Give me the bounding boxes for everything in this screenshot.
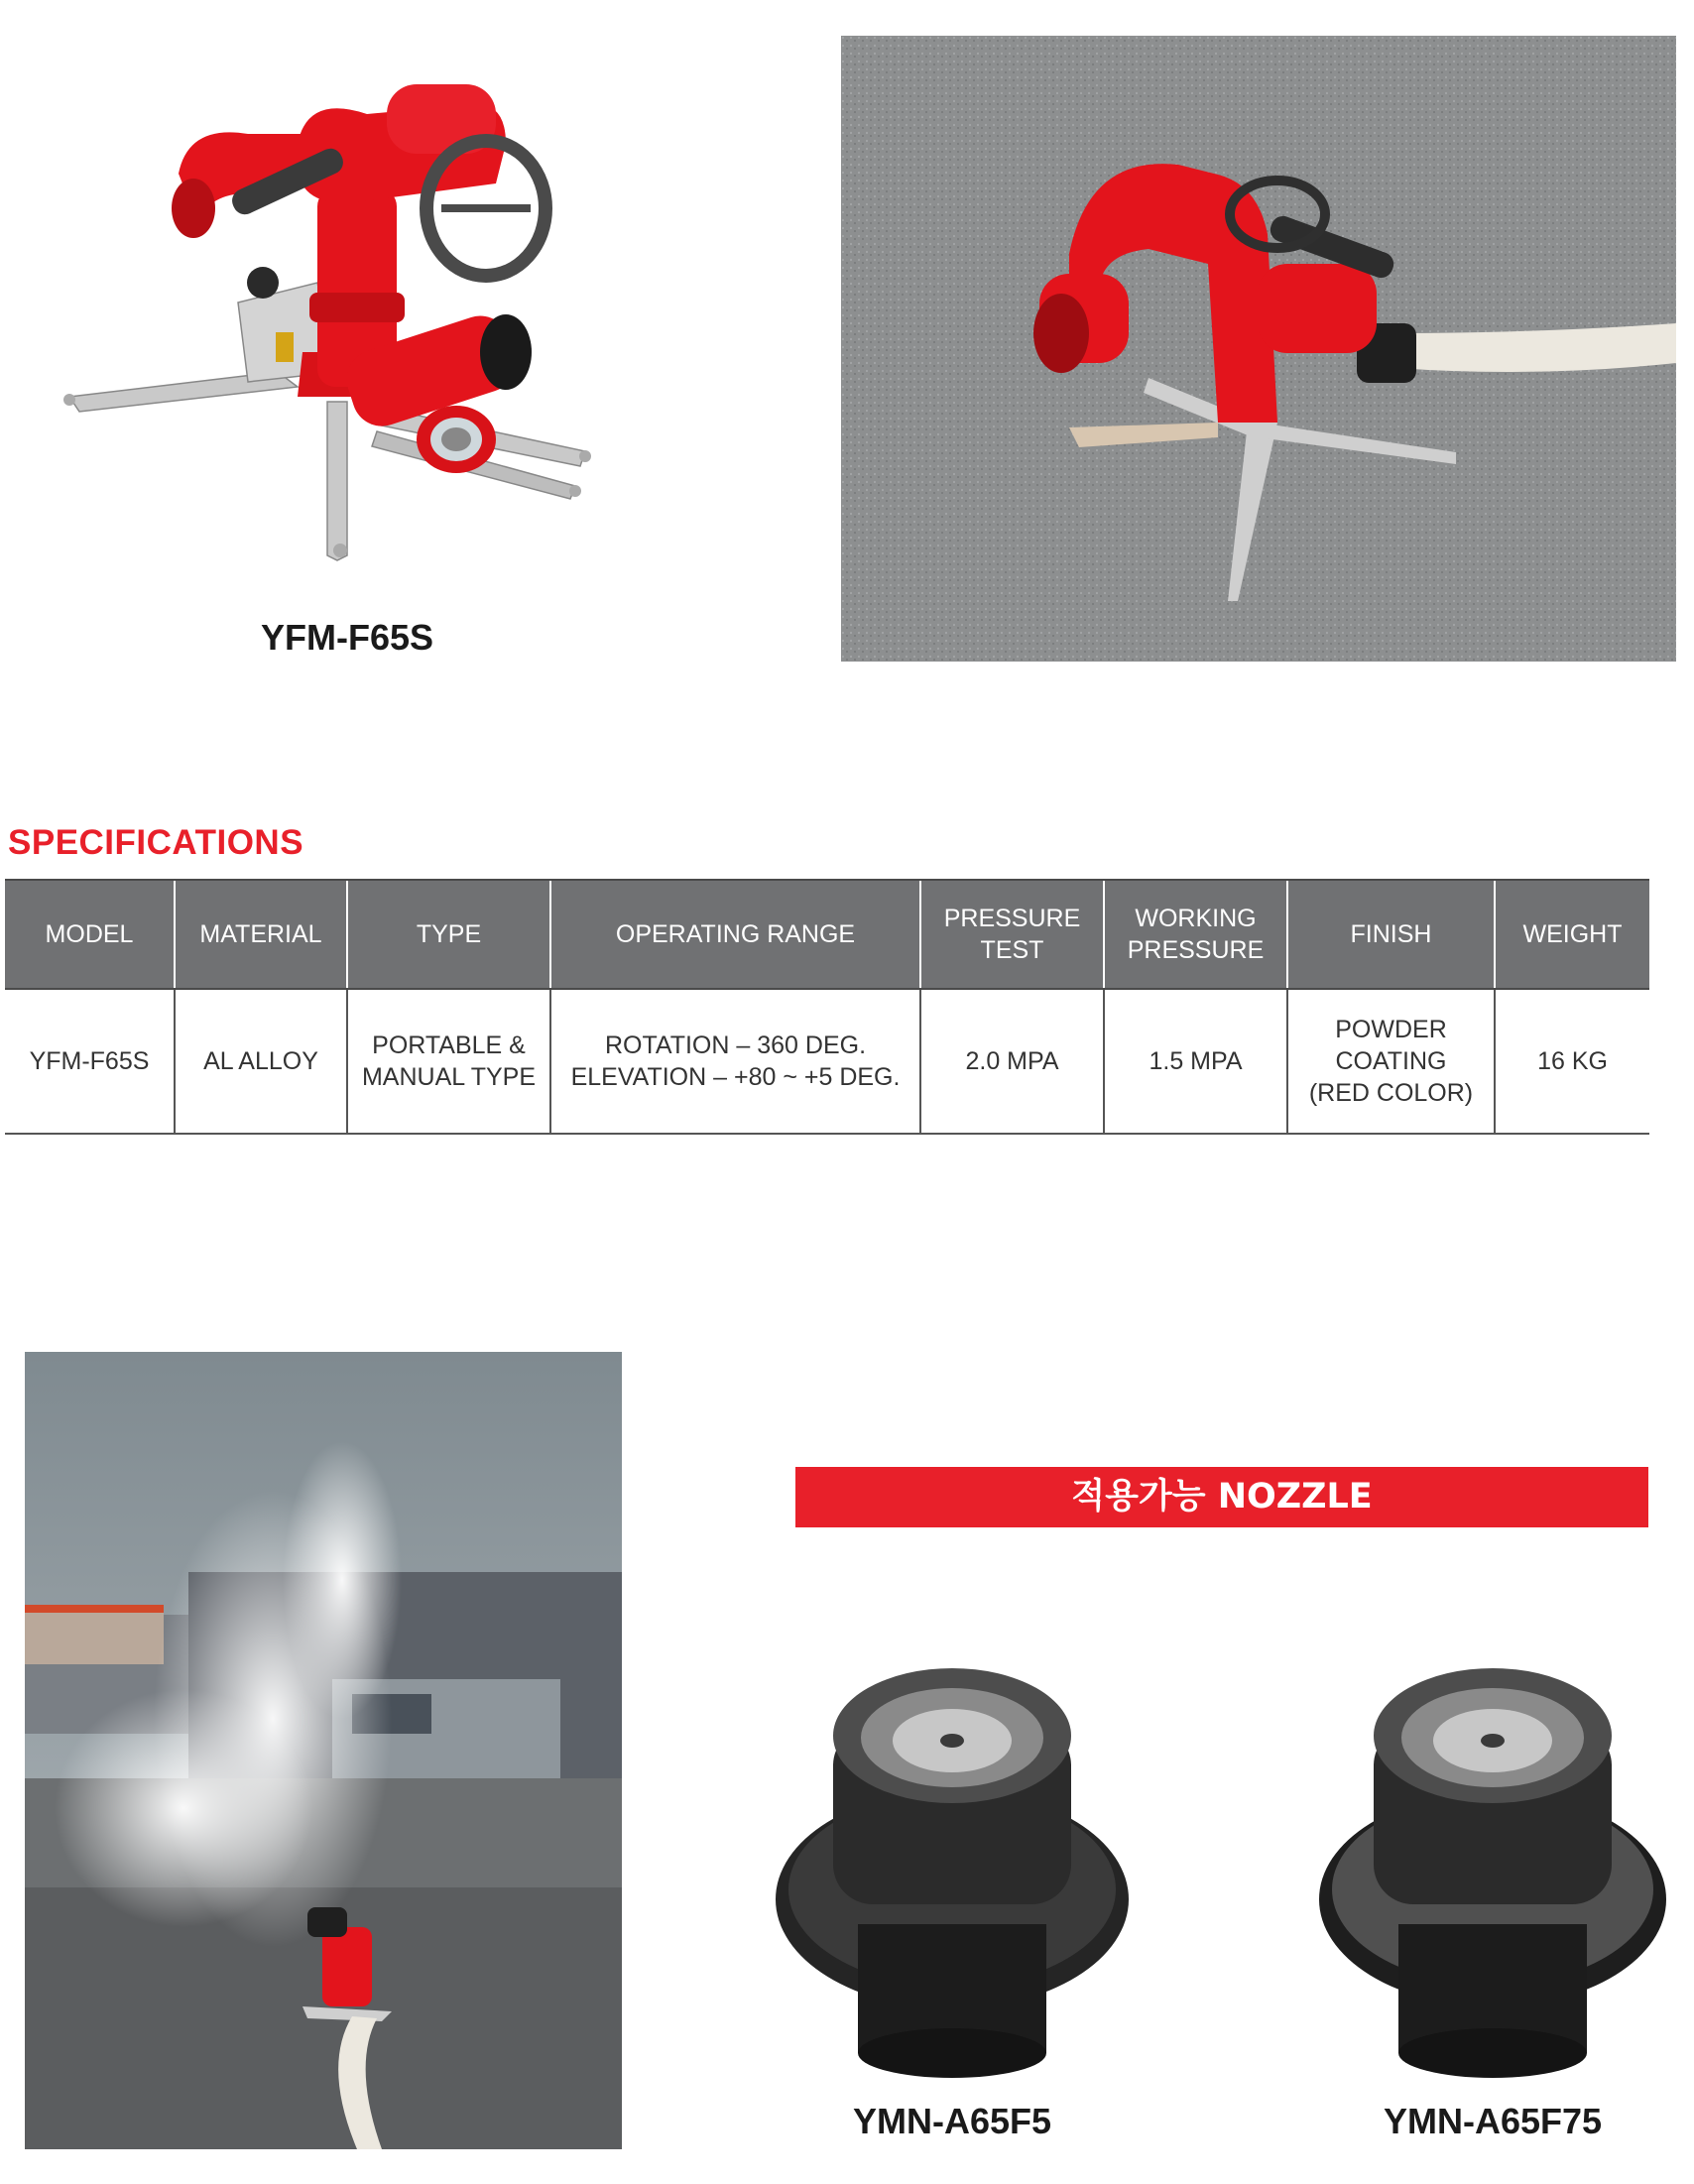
specifications-table bbox=[5, 879, 1649, 1135]
nozzle-image-1 bbox=[764, 1646, 1141, 2083]
cell-finish: POWDER COATING (RED COLOR) bbox=[1287, 989, 1495, 1134]
product-render-image bbox=[50, 55, 645, 590]
product-photo bbox=[841, 36, 1676, 662]
nozzle-caption-1: YMN-A65F5 bbox=[852, 2101, 1052, 2141]
header-model: MODEL bbox=[5, 880, 175, 989]
header-type: TYPE bbox=[347, 880, 550, 989]
header-operating-range: OPERATING RANGE bbox=[550, 880, 920, 989]
product-caption: YFM-F65S bbox=[260, 617, 434, 658]
spray-test-photo bbox=[25, 1352, 622, 2149]
table-row bbox=[5, 989, 1649, 1134]
cell-weight: 16 KG bbox=[1495, 989, 1649, 1134]
table-header-row bbox=[5, 880, 1649, 989]
nozzle-image-2 bbox=[1304, 1646, 1681, 2083]
header-pressure-test: PRESSURE TEST bbox=[920, 880, 1104, 989]
header-weight: WEIGHT bbox=[1495, 880, 1649, 989]
header-material: MATERIAL bbox=[175, 880, 347, 989]
nozzle-caption-2: YMN-A65F75 bbox=[1383, 2101, 1603, 2141]
cell-material: AL ALLOY bbox=[175, 989, 347, 1134]
cell-pressure-test: 2.0 MPA bbox=[920, 989, 1104, 1134]
header-finish: FINISH bbox=[1287, 880, 1495, 989]
nozzle-section-title: 적용가능 NOZZLE bbox=[795, 1467, 1648, 1527]
cell-operating-range: ROTATION – 360 DEG. ELEVATION – +80 ~ +5 DEG. bbox=[550, 989, 920, 1134]
cell-working-pressure: 1.5 MPA bbox=[1104, 989, 1287, 1134]
cell-model: YFM-F65S bbox=[5, 989, 175, 1134]
specifications-title: SPECIFICATIONS bbox=[8, 823, 304, 862]
cell-type: PORTABLE & MANUAL TYPE bbox=[347, 989, 550, 1134]
header-working-pressure: WORKING PRESSURE bbox=[1104, 880, 1287, 989]
